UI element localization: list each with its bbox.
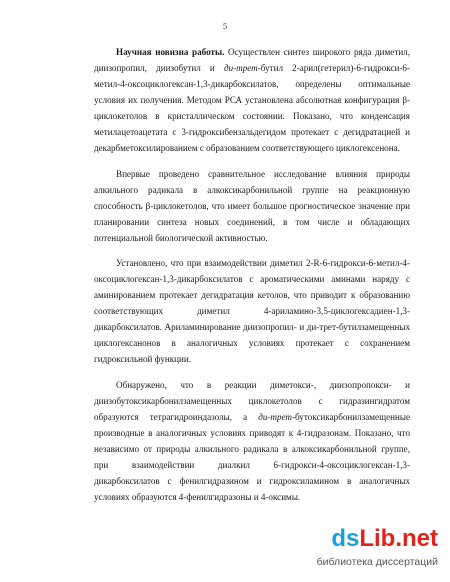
paragraph-text: -бутил 2-арил(гетерил)-6-гидрокси-6-метил-4-оксоциклогексан-1,3-дикарбоксилатов, определены оптимальные условия их получения. Методом РСА установлена абсолютная конфигурация β-циклокетолов в кристаллическом состоянии. Показано, что конденсация метилацетоацетата с 3-гидроксибензальдегидом протекает с дегидратацией и декарбметоксилированием с образованием соответствующего циклогексенона. <box>94 63 410 153</box>
italic-term: ди-трет <box>258 411 292 422</box>
paragraph-hydrazine <box>94 377 410 505</box>
section-lead: Научная новизна работы. <box>116 47 225 57</box>
italic-term: ди-трет <box>223 63 258 73</box>
page-number: 5 <box>223 22 227 31</box>
paragraph-text: Обнаружено, что в реакции диметокси-, диизопропокси- и диизобутоксикарбонилзамещенных циклокетолов с гидразингидратом образуются тетрагидроиндазолы, а <box>94 379 410 422</box>
watermark-subtitle: библиотека диссертаций <box>316 556 438 568</box>
dslib-logo: dsLib.net <box>331 525 438 552</box>
paragraph-comparative-study: Впервые проведено сравнительное исследование влияния природы алкильного радикала в алкоксикарбонильной группе на реакционную способность β-циклокетолов, что имеет большое прогностическое значение при планировании синтеза новых соединений, в том числе и обладающих потенциальной биологической активностью. <box>94 168 410 243</box>
paragraph-novelty <box>94 44 410 156</box>
paragraph-text: Осуществлен синтез широкого ряда диметил, диизопропил, диизобутил и <box>94 47 410 73</box>
paragraph-text: -бутоксикарбонилзамещенные производные в аналогичных условиях приводят к 4-гидразонам. Показано, что независимо от природы алкильного радикала в алкоксикарбонильной группе, при взаимодействии диалкил 6-гидрокси-4-оксоциклогексан-1,3-дикарбоксилатов с фенилгидразином и гидроксиламином в аналогичных условиях образуются 4-фенилгидразоны и 4-оксимы. <box>94 411 410 502</box>
paragraph-amination: Установлено, что при взаимодействии диметил 2-R-6-гидрокси-6-метил-4-оксоциклогексан-1,3-дикарбоксилатов с ароматическими аминами наряду с аминированием протекает дегидратация кетолов, что приводит к образованию соответствующих диметил 4-ариламино-3,5-циклогексадиен-1,3-дикарбоксилатов. Ариламинирование диизопропил- и ди-трет-бутилзамещенных циклогексанонов в аналогичных условиях протекает с сохранением гидроксильной функции. <box>94 258 410 364</box>
document-body <box>94 44 410 514</box>
dslib-watermark <box>288 526 438 572</box>
